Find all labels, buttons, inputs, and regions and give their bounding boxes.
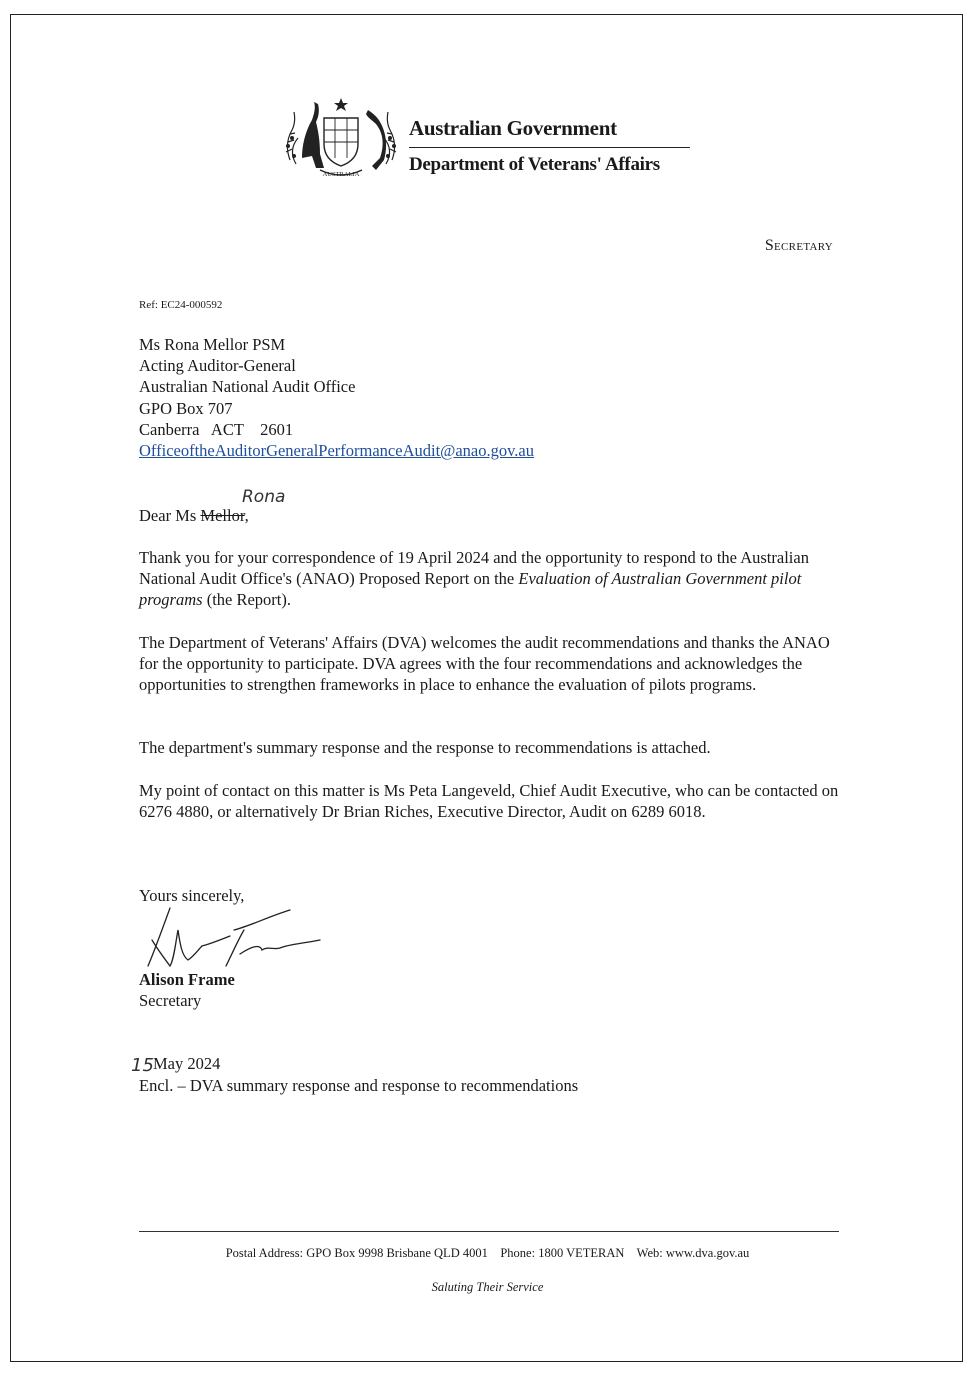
salutation-prefix: Dear Ms xyxy=(139,506,201,525)
signer-role: Secretary xyxy=(139,991,202,1010)
handwritten-day-text: 15 xyxy=(131,1055,154,1076)
paragraph-2: The Department of Veterans' Affairs (DVA) welcomes the audit recommendations and thanks the ANAO for the opportunity to participate. DVA agrees with the four recommendations and acknowledges the opportunities to strengthen frameworks in place to enhance the evaluation of pilots programs. xyxy=(139,633,830,695)
department-name: Department of Veterans' Affairs xyxy=(409,154,660,175)
report-title: Evaluation of Australian Government pilot programs xyxy=(139,569,802,610)
paragraph-1 xyxy=(139,547,839,611)
letter-date: May 2024 xyxy=(153,1054,221,1073)
recipient-po-box: GPO Box 707 xyxy=(139,398,233,418)
footer-tagline: Saluting Their Service xyxy=(431,1280,544,1294)
enclosure-note: Encl. – DVA summary response and response to recommendations xyxy=(139,1076,579,1095)
signature xyxy=(140,900,340,980)
recipient-name: Ms Rona Mellor PSM xyxy=(139,335,286,354)
recipient-city: Canberra ACT 2601 xyxy=(139,419,294,439)
paragraph-1-text: Thank you for your correspondence of 19 April 2024 and the opportunity to respond to the Australian National Audit Office's (ANAO) Proposed Report on the xyxy=(139,548,809,589)
signer-name: Alison Frame xyxy=(139,970,235,989)
recipient-organisation: Australian National Audit Office xyxy=(139,377,356,397)
crest-ribbon-text: AUSTRALIA xyxy=(322,171,360,178)
recipient-email-link[interactable]: OfficeoftheAuditorGeneralPerformanceAudit@anao.gov.au xyxy=(139,441,535,461)
paragraph-4: My point of contact on this matter is Ms Peta Langeveld, Chief Audit Executive, who can be contacted on 6276 4880, or alternatively Dr Brian Riches, Executive Director, Audit on 6289 6018. xyxy=(139,781,839,822)
recipient-position: Acting Auditor-General xyxy=(139,356,296,376)
reference-number: Ref: EC24-000592 xyxy=(139,299,223,311)
footer-divider xyxy=(139,1231,839,1232)
salutation-struck-name: Mellor xyxy=(200,506,245,525)
handwritten-rona xyxy=(240,484,300,508)
handwritten-day xyxy=(130,1050,154,1076)
footer-contact: Postal Address: GPO Box 9998 Brisbane QLD 4001 Phone: 1800 VETERAN Web: www.dva.gov.au xyxy=(225,1246,750,1260)
coat-of-arms-logo xyxy=(280,94,402,182)
office-title: Secretary xyxy=(764,237,833,254)
salutation-comma: , xyxy=(244,506,249,525)
handwritten-rona-text: Rona xyxy=(242,487,286,507)
recipient-address xyxy=(139,334,534,461)
paragraph-1-tail: (the Report). xyxy=(202,590,292,610)
closing: Yours sincerely, xyxy=(139,886,245,905)
salutation xyxy=(139,506,249,526)
government-name: Australian Government xyxy=(409,116,617,140)
paragraph-3: The department's summary response and the response to recommendations is attached. xyxy=(139,738,711,757)
letterhead-divider xyxy=(409,147,690,148)
